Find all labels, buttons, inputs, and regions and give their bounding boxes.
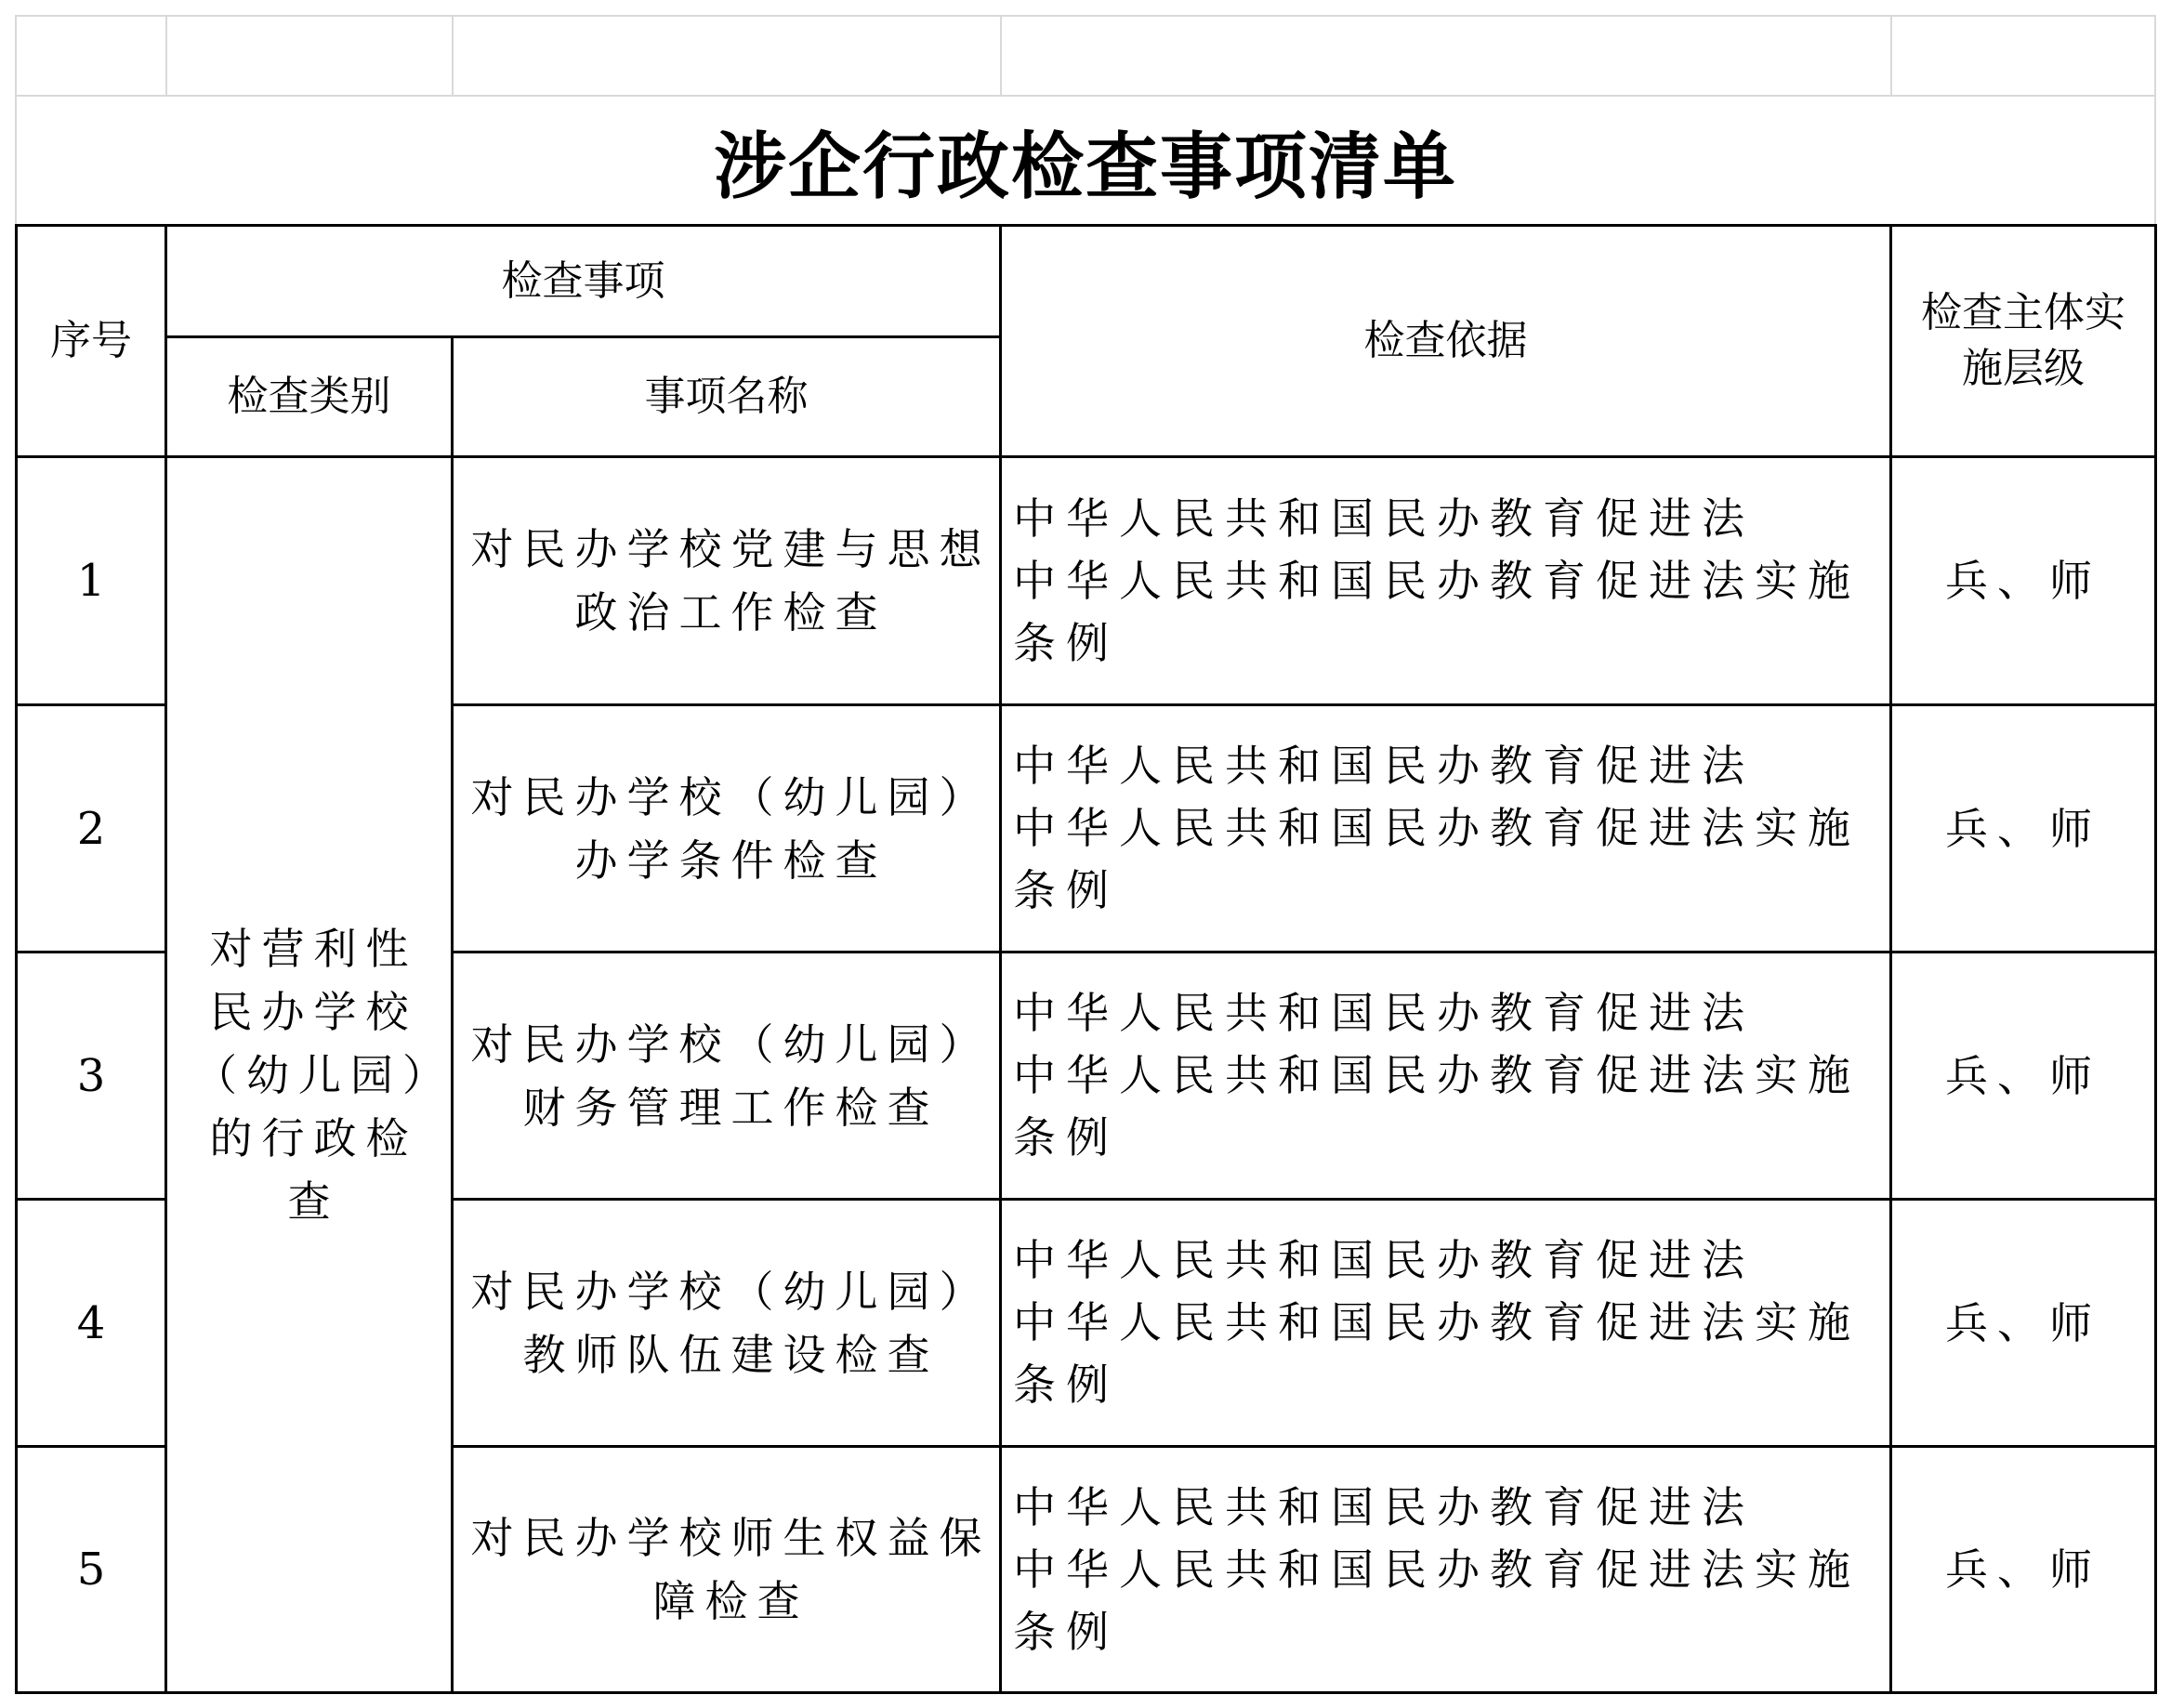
row-seq: 4: [76, 1296, 106, 1349]
header-seq: 序号: [50, 317, 132, 364]
basis-line: 条例: [1013, 1360, 1119, 1410]
table-border-bottom: [15, 1691, 2157, 1694]
item-name-cell: 对民办学校师生权益保障检查: [470, 1513, 992, 1626]
basis-line: 中华人民共和国民办教育促进法实施: [1013, 803, 1861, 853]
basis-line: 中华人民共和国民办教育促进法: [1013, 988, 1755, 1038]
basis-line: 中华人民共和国民办教育促进法实施: [1013, 1050, 1861, 1100]
basis-line: 中华人民共和国民办教育促进法: [1013, 493, 1755, 544]
level-cell: 兵、师: [1945, 1297, 2101, 1348]
basis-line: 中华人民共和国民办教育促进法实施: [1013, 555, 1861, 606]
grid-line: [1890, 15, 1892, 95]
grid-line: [2154, 15, 2156, 225]
basis-line: 中华人民共和国民办教育促进法: [1013, 741, 1755, 791]
row-seq: 3: [76, 1049, 106, 1102]
item-name-cell: 对民办学校（幼儿园）办学条件检查: [470, 771, 992, 886]
level-cell: 兵、师: [1945, 556, 2101, 606]
level-cell: 兵、师: [1945, 1050, 2101, 1101]
item-name-cell: 对民办学校（幼儿园）教师队伍建设检查: [470, 1266, 992, 1380]
grid-line: [1000, 15, 1002, 95]
basis-line: 条例: [1013, 865, 1119, 915]
grid-line: [452, 15, 454, 95]
grid-line: [15, 15, 2156, 17]
row-seq: 5: [76, 1544, 106, 1596]
header-basis: 检查依据: [1363, 317, 1528, 364]
basis-line: 中华人民共和国民办教育促进法: [1013, 1235, 1755, 1285]
page-title: 涉企行政检查事项清单: [713, 125, 1457, 209]
table-border-right: [2154, 224, 2157, 1694]
grid-line: [165, 15, 167, 95]
row-seq: 1: [76, 555, 106, 607]
item-name-cell: 对民办学校（幼儿园）财务管理工作检查: [470, 1018, 992, 1133]
item-name-cell: 对民办学校党建与思想政治工作检查: [470, 524, 992, 637]
basis-cell: [1002, 1201, 1889, 1445]
basis-cell: [1002, 458, 1889, 703]
basis-cell: [1002, 953, 1889, 1198]
category-cell: 对营利性民办学校（幼儿园）的行政检查: [194, 923, 433, 1227]
basis-line: 条例: [1013, 1606, 1119, 1657]
basis-line: 中华人民共和国民办教育促进法实施: [1013, 1297, 1861, 1347]
basis-cell: [1002, 1448, 1889, 1691]
level-cell: 兵、师: [1945, 1544, 2101, 1595]
header-items-group: 检查事项: [501, 256, 665, 305]
header-category: 检查类别: [227, 373, 391, 420]
row-seq: 2: [76, 802, 106, 855]
basis-cell: [1002, 706, 1889, 951]
header-item-name: 事项名称: [644, 373, 809, 420]
header-level: 检查主体实施层级: [1921, 289, 2125, 392]
basis-line: 条例: [1013, 617, 1119, 668]
level-cell: 兵、师: [1945, 803, 2101, 854]
basis-line: 中华人民共和国民办教育促进法: [1013, 1481, 1755, 1532]
basis-line: 条例: [1013, 1112, 1119, 1163]
basis-line: 中华人民共和国民办教育促进法实施: [1013, 1544, 1861, 1595]
